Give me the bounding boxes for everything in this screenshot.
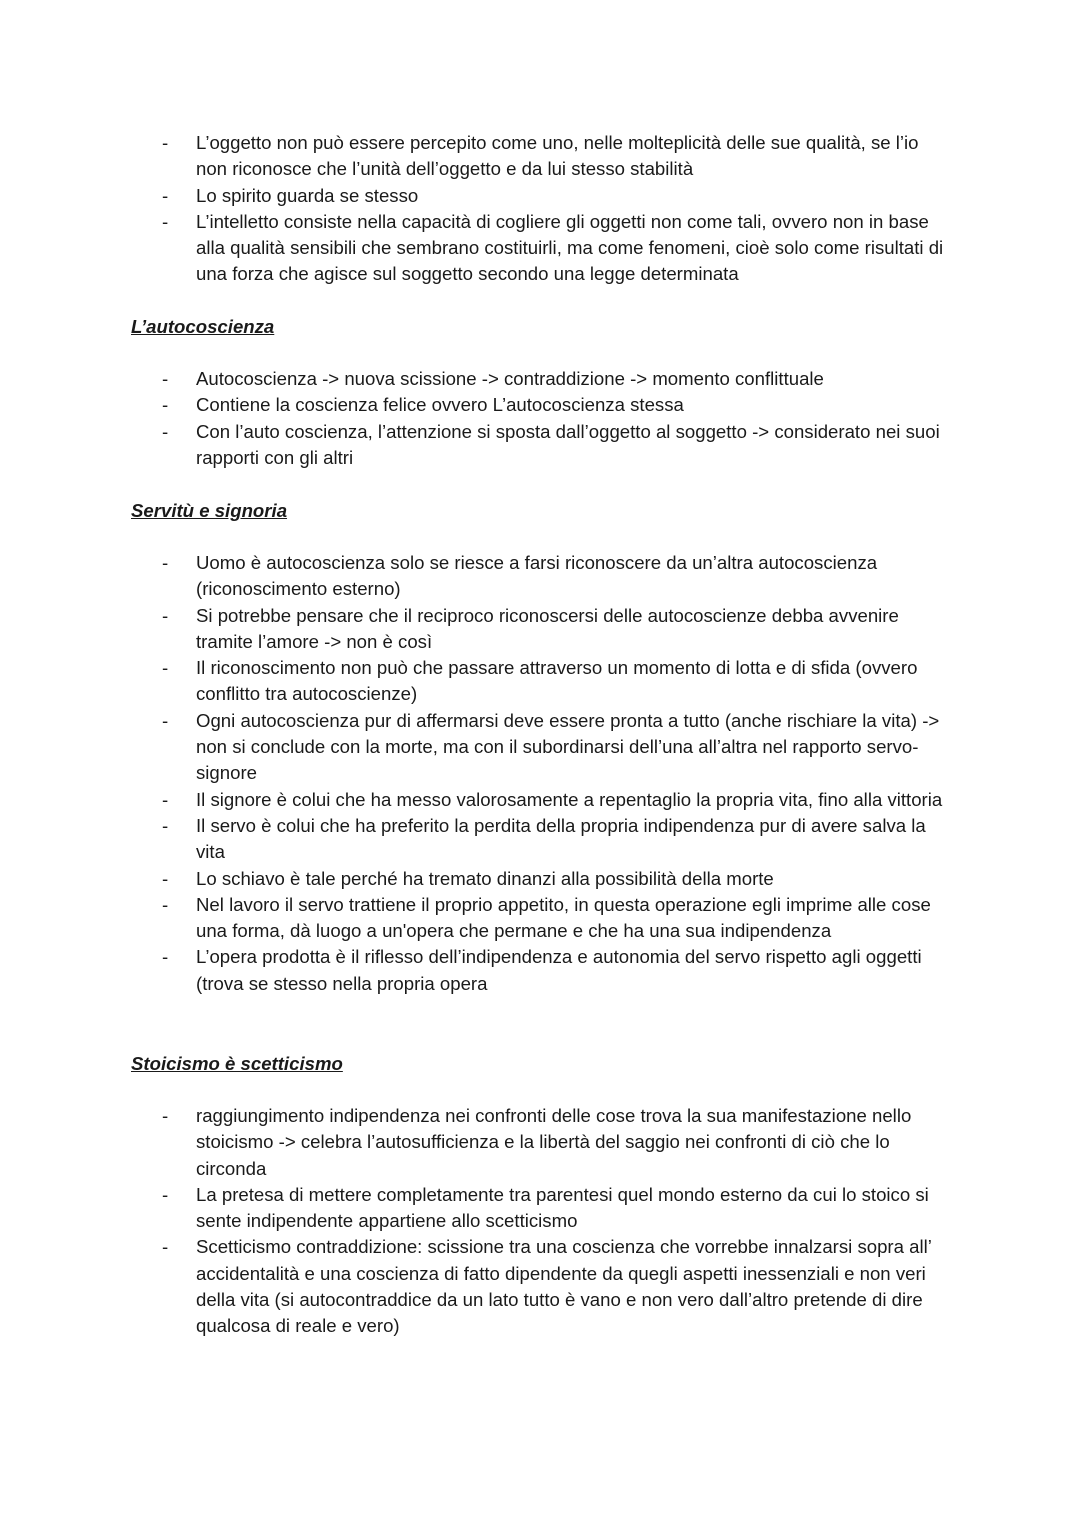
bullet-dash: - xyxy=(162,132,169,153)
bullet-dash: - xyxy=(162,709,169,731)
bullet-dash: - xyxy=(162,1183,169,1205)
list-item: - La pretesa di mettere completamente tra parentesi quel mondo esterno da cui lo stoico si sente indipendente appartiene allo scetticismo xyxy=(162,1183,929,1232)
list-item: - Scetticismo contraddizione: scissione tra una coscienza che vorrebbe innalzarsi sopra all’ accidentalità e una coscienza di fatto dipendente da quegli aspetti inessenziali e non veri della vita (si autocontraddice da un lato tutto è vano e non vero dall’altro pretende di dire qualcosa di reale e vero) xyxy=(162,1236,932,1337)
bullet-dash: - xyxy=(162,394,169,416)
bullet-dash: - xyxy=(162,184,169,206)
list-item: - Si potrebbe pensare che il reciproco riconoscersi delle autocoscienze debba avvenire tramite l’amore -> non è così xyxy=(162,604,899,652)
section-heading-autocoscienza: L’autocoscienza xyxy=(131,316,275,337)
list-item: - Autocoscienza -> nuova scissione -> contraddizione -> momento conflittuale xyxy=(0,366,1080,392)
list-item: - L’intelletto consiste nella capacità di cogliere gli oggetti non come tali, ovvero non in base alla qualità sensibili che sembrano costituirli, ma come fenomeni, cioè solo come risultati di una forza che agisce sul soggetto secondo una legge determinata xyxy=(162,210,944,285)
bullet-dash: - xyxy=(162,893,169,915)
list-item: - Ogni autocoscienza pur di affermarsi deve essere pronta a tutto (anche rischiare la vita) -> non si conclude con la morte, ma con il subordinarsi dell’una all’altra nel rapporto servo-signore xyxy=(162,709,940,784)
autocoscienza-list xyxy=(0,366,1080,471)
list-item: - Uomo è autocoscienza solo se riesce a farsi riconoscere da un’altra autocoscienza (riconoscimento esterno) xyxy=(162,552,878,600)
bullet-dash: - xyxy=(162,368,169,389)
bullet-dash: - xyxy=(162,946,169,968)
list-item: - Il riconoscimento non può che passare attraverso un momento di lotta e di sfida (ovvero conflitto tra autocoscienze) xyxy=(162,657,918,705)
list-item: - Con l’auto coscienza, l’attenzione si sposta dall’oggetto al soggetto -> considerato nei suoi rapporti con gli altri xyxy=(162,420,940,468)
stoicismo-list xyxy=(0,1103,1080,1340)
list-item: - Lo schiavo è tale perché ha tremato dinanzi alla possibilità della morte xyxy=(0,866,1080,892)
section-heading-stoicismo: Stoicismo è scetticismo xyxy=(131,1053,343,1074)
bullet-dash: - xyxy=(162,1105,169,1126)
bullet-dash: - xyxy=(162,210,169,232)
bullet-dash: - xyxy=(162,604,169,626)
list-item: - Il servo è colui che ha preferito la perdita della propria indipendenza pur di avere salva la vita xyxy=(162,814,926,863)
intro-list xyxy=(0,130,1080,288)
list-item: - L’oggetto non può essere percepito come uno, nelle molteplicità delle sue qualità, se l’io non riconosce che l’unità dell’oggetto e da lui stesso stabilità xyxy=(162,132,919,180)
list-item: - Contiene la coscienza felice ovvero L’autocoscienza stessa xyxy=(0,392,1080,418)
list-item: - L’opera prodotta è il riflesso dell’indipendenza e autonomia del servo rispetto agli oggetti (trova se stesso nella propria opera xyxy=(162,946,922,994)
list-item: - Il signore è colui che ha messo valorosamente a repentaglio la propria vita, fino alla vittoria xyxy=(0,787,1080,813)
bullet-dash: - xyxy=(162,657,169,679)
bullet-dash: - xyxy=(162,788,169,810)
bullet-dash: - xyxy=(162,420,169,442)
section-heading-servitu: Servitù e signoria xyxy=(131,500,288,521)
bullet-dash: - xyxy=(162,1236,169,1258)
bullet-dash: - xyxy=(162,814,169,836)
list-item: - Lo spirito guarda se stesso xyxy=(0,183,1080,209)
bullet-dash: - xyxy=(162,552,169,573)
bullet-dash: - xyxy=(162,867,169,889)
servitu-list xyxy=(0,550,1080,997)
list-item: - Nel lavoro il servo trattiene il proprio appetito, in questa operazione egli imprime alle cose una forma, dà luogo a un'opera che permane e che ha una sua indipendenza xyxy=(162,893,931,942)
list-item: - raggiungimento indipendenza nei confronti delle cose trova la sua manifestazione nello stoicismo -> celebra l’autosufficienza e la libertà del saggio nei confronti di ciò che lo circonda xyxy=(162,1105,912,1179)
